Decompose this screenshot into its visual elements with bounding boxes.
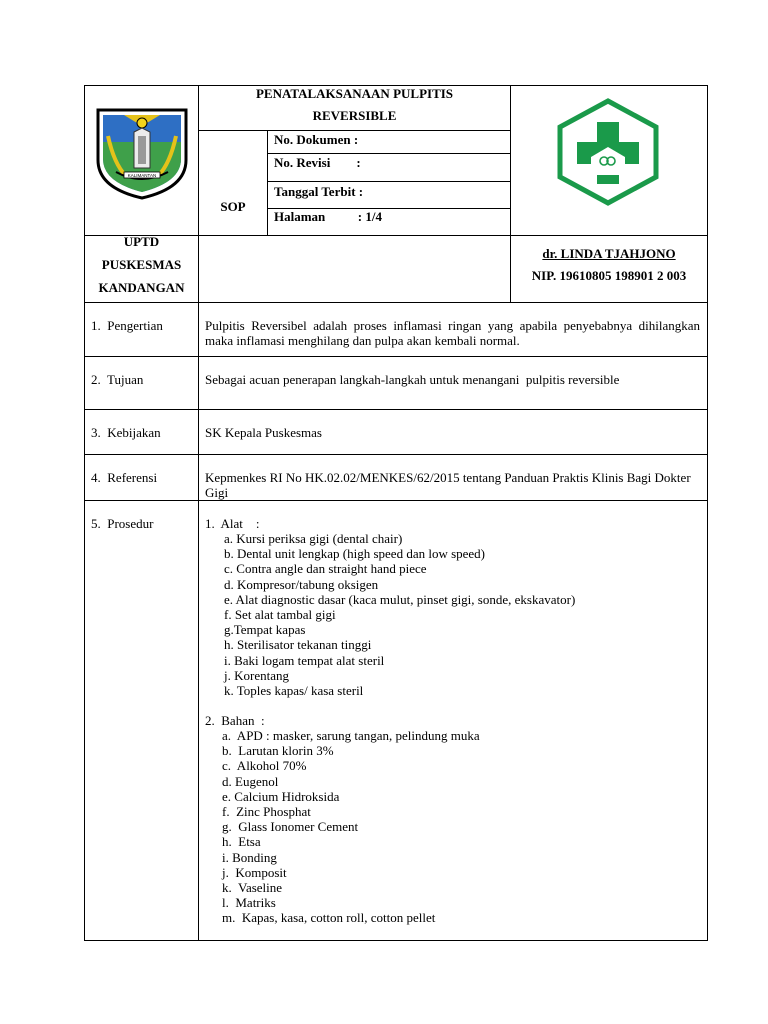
bahan-list	[222, 728, 480, 925]
alat-item: k. Toples kapas/ kasa steril	[224, 682, 364, 698]
alat-item: d. Kompresor/tabung oksigen	[224, 576, 379, 592]
alat-item: e. Alat diagnostic dasar (kaca mulut, pinset gigi, sonde, ekskavator)	[224, 591, 576, 607]
divider-row-3	[84, 454, 708, 455]
alat-list	[224, 531, 575, 698]
section-text-pengertian: Pulpitis Reversibel adalah proses inflamasi ringan yang apabila penyebabnya dihilangkan maka inflamasi menghilang dan pulpa akan kembali normal.	[205, 318, 700, 348]
divider-title	[198, 130, 511, 131]
bahan-item: i. Bonding	[222, 849, 277, 865]
section-label-pengertian: 1. Pengertian	[91, 318, 163, 333]
doc-number-field: No. Dokumen :	[274, 132, 359, 147]
signer-nip: NIP. 19610805 198901 2 003	[531, 268, 687, 283]
sop-label: SOP	[220, 199, 246, 214]
bahan-item: a. APD : masker, sarung tangan, pelindung muka	[222, 728, 480, 743]
divider-row-4	[84, 500, 708, 501]
bahan-item: f. Zinc Phosphat	[222, 803, 311, 819]
issue-date-field: Tanggal Terbit :	[274, 184, 364, 199]
document-title-line2: REVERSIBLE	[312, 108, 397, 123]
divider-dokumen	[267, 153, 511, 154]
alat-item: a. Kursi periksa gigi (dental chair)	[224, 531, 403, 546]
border-bottom	[84, 940, 708, 941]
divider-revisi	[267, 181, 511, 182]
org-line2: PUSKESMAS	[101, 257, 182, 272]
alat-item: b. Dental unit lengkap (high speed dan low speed)	[224, 546, 486, 562]
divider-sop-col	[267, 130, 268, 235]
regional-crest-icon	[94, 106, 190, 200]
section-label-referensi: 4. Referensi	[91, 470, 158, 485]
section-label-tujuan: 2. Tujuan	[91, 372, 144, 387]
puskesmas-logo-icon	[553, 98, 663, 206]
bahan-item: l. Matriks	[222, 895, 276, 911]
alat-item: f. Set alat tambal gigi	[224, 606, 336, 622]
alat-heading: 1. Alat :	[205, 516, 260, 531]
bahan-item: d. Eugenol	[222, 773, 279, 789]
signer-name: dr. LINDA TJAHJONO	[542, 246, 676, 261]
bahan-item: m. Kapas, kasa, cotton roll, cotton pellet	[222, 910, 436, 926]
bahan-item: h. Etsa	[222, 834, 261, 850]
alat-item: j. Korentang	[224, 667, 289, 683]
divider-row-2	[84, 409, 708, 410]
divider-row-1	[84, 356, 708, 357]
section-text-kebijakan: SK Kepala Puskesmas	[205, 425, 322, 440]
org-line3: KANDANGAN	[98, 280, 185, 295]
bahan-item: k. Vaseline	[222, 879, 283, 895]
alat-item: g.Tempat kapas	[224, 622, 306, 638]
bahan-item: c. Alkohol 70%	[222, 758, 307, 774]
revision-field: No. Revisi :	[274, 155, 361, 170]
section-text-referensi: Kepmenkes RI No HK.02.02/MENKES/62/2015 tentang Panduan Praktis Klinis Bagi Dokter Gigi	[205, 470, 691, 500]
section-text-tujuan: Sebagai acuan penerapan langkah-langkah untuk menangani pulpitis reversible	[205, 372, 620, 387]
page-field: Halaman : 1/4	[274, 209, 382, 224]
org-line1: UPTD	[123, 234, 160, 249]
svg-text:KALIMANTAN: KALIMANTAN	[127, 173, 157, 178]
bahan-heading: 2. Bahan :	[205, 713, 265, 728]
bahan-item: e. Calcium Hidroksida	[222, 788, 340, 804]
alat-item: i. Baki logam tempat alat steril	[224, 652, 385, 668]
divider-org-row	[84, 302, 708, 303]
section-label-kebijakan: 3. Kebijakan	[91, 425, 161, 440]
border-right	[707, 85, 708, 941]
bahan-item: j. Komposit	[222, 864, 287, 880]
section-label-prosedur: 5. Prosedur	[91, 516, 154, 531]
border-left	[84, 85, 85, 941]
bahan-item: g. Glass Ionomer Cement	[222, 819, 359, 835]
alat-item: h. Sterilisator tekanan tinggi	[224, 637, 372, 653]
alat-item: c. Contra angle dan straight hand piece	[224, 561, 427, 577]
document-title-line1: PENATALAKSANAAN PULPITIS	[255, 86, 454, 101]
bahan-item: b. Larutan klorin 3%	[222, 743, 334, 759]
